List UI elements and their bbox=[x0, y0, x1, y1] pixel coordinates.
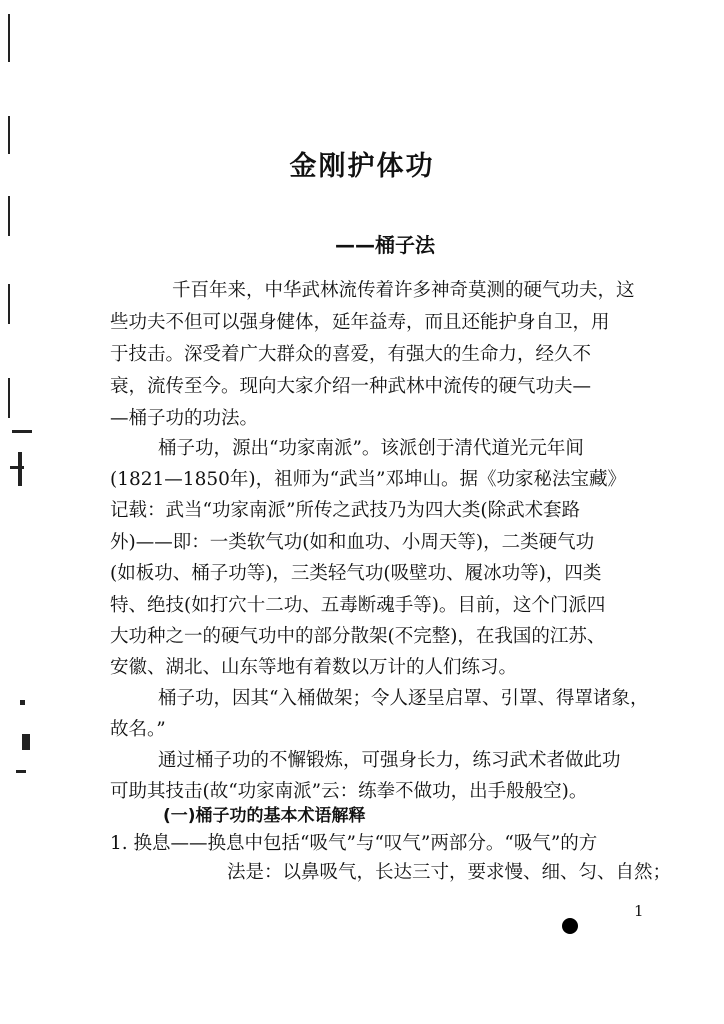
body-line: 桶子功，因其“入桶做架；令人逐呈启罩、引罩、得罩诸象， bbox=[158, 688, 649, 709]
body-line: 大功种之一的硬气功中的部分散架(不完整)，在我国的江苏、 bbox=[110, 626, 606, 647]
scan-speck bbox=[16, 770, 26, 773]
body-line: (如板功、桶子功等)，三类轻气功(吸壁功、履冰功等)，四类 bbox=[110, 563, 602, 584]
body-line: (1821—1850年)，祖师为“武当”邓坤山。据《功家秘法宝藏》 bbox=[110, 469, 627, 490]
scan-speck bbox=[22, 734, 30, 750]
body-line: —桶子功的功法。 bbox=[110, 408, 259, 429]
body-line: 千百年来，中华武林流传着许多神奇莫测的硬气功夫，这 bbox=[172, 280, 635, 301]
scan-speck bbox=[18, 452, 22, 486]
body-line: 故名。” bbox=[110, 719, 166, 740]
scan-speck bbox=[20, 700, 25, 705]
scan-edge-mark bbox=[8, 378, 10, 418]
body-line: 安徽、湖北、山东等地有着数以万计的人们练习。 bbox=[110, 657, 518, 678]
body-line: 衰，流传至今。现向大家介绍一种武林中流传的硬气功夫— bbox=[110, 376, 592, 397]
body-line: 特、绝技(如打穴十二功、五毒断魂手等)。目前，这个门派四 bbox=[110, 595, 606, 616]
body-line: 可助其技击(故“功家南派”云：练拳不做功，出手般般空)。 bbox=[110, 781, 588, 802]
body-line: 通过桶子功的不懈锻炼，可强身长力，练习武术者做此功 bbox=[158, 750, 621, 771]
ink-blot bbox=[562, 918, 578, 934]
term-line: 1. 换息——换息中包括“吸气”与“叹气”两部分。“吸气”的方 bbox=[110, 833, 598, 854]
scan-speck bbox=[10, 466, 24, 469]
page-number: 1 bbox=[634, 902, 644, 920]
body-line: 于技击。深受着广大群众的喜爱，有强大的生命力，经久不 bbox=[110, 344, 592, 365]
page-title: 金刚护体功 bbox=[289, 151, 435, 182]
body-line: 记载：武当“功家南派”所传之武技乃为四大类(除武术套路 bbox=[110, 500, 581, 521]
body-line: 桶子功，源出“功家南派”。该派创于清代道光元年间 bbox=[158, 438, 584, 459]
scan-edge-mark bbox=[8, 196, 10, 236]
term-line: 法是：以鼻吸气，长达三寸，要求慢、细、匀、自然； bbox=[227, 862, 672, 883]
scan-speck bbox=[12, 430, 32, 433]
scan-edge-mark bbox=[8, 284, 10, 324]
body-line: 外)——即：一类软气功(如和血功、小周天等)，二类硬气功 bbox=[110, 532, 595, 553]
body-line: 些功夫不但可以强身健体，延年益寿，而且还能护身自卫，用 bbox=[110, 312, 610, 333]
scan-edge-mark bbox=[8, 14, 10, 62]
section-heading: (一)桶子功的基本术语解释 bbox=[163, 806, 366, 826]
page-subtitle: ——桶子法 bbox=[335, 233, 435, 257]
